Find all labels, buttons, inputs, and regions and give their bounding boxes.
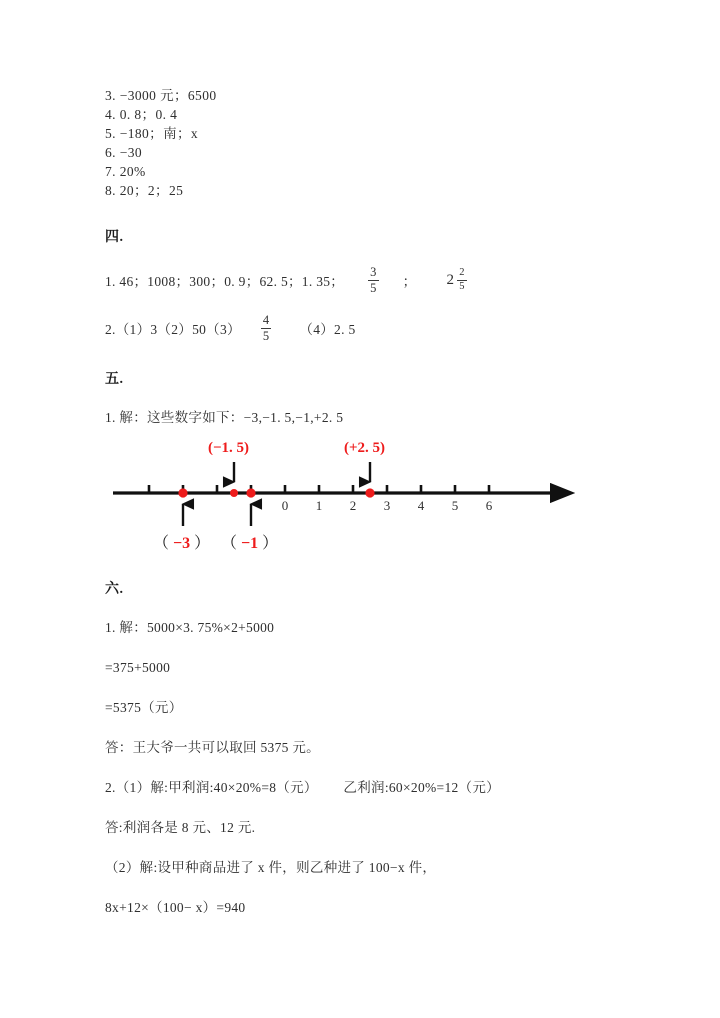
paren-value: −1	[241, 535, 259, 552]
section-six-line-3: =5375（元）	[105, 700, 183, 715]
answer-line-6: 6. −30	[105, 145, 143, 160]
page-content	[105, 86, 665, 918]
section-six-line-4: 答：王大爷一共可以取回 5375 元。	[105, 740, 320, 755]
section-four-item2-prefix: 2.（1）3（2）50（3）	[105, 322, 241, 337]
section-six-line-2: =375+5000	[105, 660, 171, 675]
point-minus-1	[246, 488, 255, 497]
fraction-four-fifths	[261, 314, 272, 342]
fraction-numerator: 2	[457, 268, 467, 281]
mixed-fraction-part	[457, 268, 467, 292]
tick-label-1: 1	[315, 498, 323, 513]
fraction-denominator: 5	[262, 328, 270, 343]
paren-open: （	[221, 535, 238, 552]
answer-line-4: 4. 0. 8；0. 4	[105, 107, 178, 122]
number-line-figure	[105, 440, 575, 558]
number-line-bottom-label-minus-3	[153, 530, 210, 553]
answer-line-8: 8. 20；2；25	[105, 183, 184, 198]
section-four-item-1	[105, 266, 665, 294]
paren-close: ）	[262, 535, 279, 552]
section-heading-six: 六.	[105, 582, 124, 597]
answers-list	[105, 86, 665, 200]
section-heading-five: 五.	[105, 372, 124, 387]
tick-label-6: 6	[485, 498, 493, 513]
tick-label-4: 4	[417, 498, 425, 513]
point-minus-3	[178, 488, 187, 497]
answer-line-5: 5. −180；南；x	[105, 126, 199, 141]
paren-close: ）	[194, 535, 211, 552]
point-plus-2-5	[365, 488, 374, 497]
number-line-label-minus-1-5: (−1. 5)	[208, 440, 250, 456]
paren-open: （	[153, 535, 170, 552]
section-heading-four: 四.	[105, 230, 124, 245]
section-five-item-1: 1. 解：这些数字如下：−3,−1. 5,−1,+2. 5	[105, 410, 344, 425]
fraction-three-fifths	[368, 266, 379, 294]
number-line-bottom-label-minus-1	[221, 530, 278, 553]
section-six-line-7: （2）解:设甲种商品进了 x 件，则乙种进了 100−x 件，	[105, 860, 437, 875]
mixed-whole-part: 2	[446, 271, 455, 288]
section-six-line-5: 2.（1）解:甲利润:40×20%=8（元） 乙利润:60×20%=12（元）	[105, 780, 500, 795]
fraction-denominator: 5	[370, 280, 377, 295]
section-four-item1-prefix: 1. 46；1008；300；0. 9；62. 5；1. 35；	[105, 274, 345, 289]
tick-label-5: 5	[451, 498, 459, 513]
paren-value: −3	[173, 535, 191, 552]
section-four-item2-suffix: （4）2. 5	[299, 322, 356, 337]
section-six-line-8: 8x+12×（100− x）=940	[105, 900, 246, 915]
section-six-line-1: 1. 解：5000×3. 75%×2+5000	[105, 620, 275, 635]
mixed-number-two-and-two-fifths	[446, 268, 468, 292]
answer-line-3: 3. −3000 元；6500	[105, 88, 217, 103]
answer-line-7: 7. 20%	[105, 164, 146, 179]
section-four-item1-separator: ；	[402, 274, 417, 289]
section-six-line-6: 答:利润各是 8 元、12 元.	[105, 820, 256, 835]
tick-label-0: 0	[281, 498, 289, 513]
fraction-denominator: 5	[459, 280, 465, 292]
fraction-numerator: 4	[262, 313, 270, 327]
tick-label-2: 2	[349, 498, 357, 513]
number-line-label-plus-2-5: (+2. 5)	[344, 440, 386, 456]
fraction-numerator: 3	[370, 265, 377, 279]
point-minus-1-5	[230, 489, 238, 497]
section-four-item-2	[105, 314, 665, 342]
tick-label-3: 3	[383, 498, 391, 513]
